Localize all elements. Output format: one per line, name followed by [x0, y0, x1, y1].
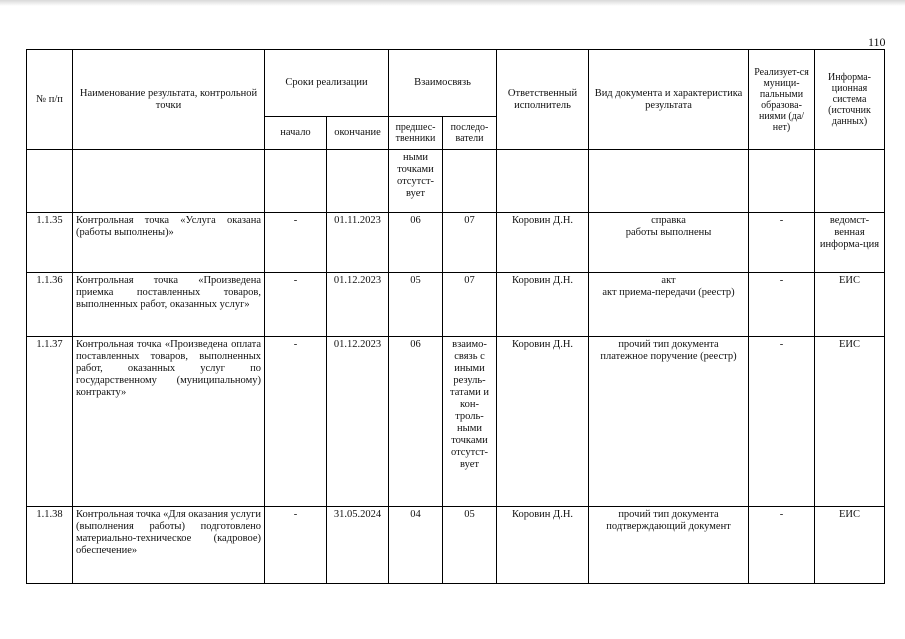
row-predecessors: 04 [389, 507, 443, 584]
row-info-system: ведомст-венная информа-ция [815, 213, 885, 273]
row-end: 31.05.2024 [327, 507, 389, 584]
row-name: Контрольная точка «Услуга оказана (работы выполнены)» [73, 213, 265, 273]
row-responsible: Коровин Д.Н. [497, 337, 589, 507]
row-num: 1.1.38 [27, 507, 73, 584]
row-document: прочий тип документа подтверждающий документ [589, 507, 749, 584]
row-municipal: - [749, 273, 815, 337]
control-points-table [26, 49, 885, 584]
continuation-row [27, 150, 885, 213]
row-predecessors: 06 [389, 337, 443, 507]
header-end: окончание [327, 117, 389, 150]
table-row [27, 507, 885, 584]
header-predecessors: предшес-твенники [389, 117, 443, 150]
header-period: Сроки реализации [265, 50, 389, 117]
row-responsible: Коровин Д.Н. [497, 507, 589, 584]
row-successors: взаимо-связь с иными резуль-татами и кон-троль-ными точками отсутст-вует [443, 337, 497, 507]
table-row [27, 213, 885, 273]
header-successors: последо-ватели [443, 117, 497, 150]
table-row [27, 337, 885, 507]
row-responsible: Коровин Д.Н. [497, 213, 589, 273]
continuation-text: ными точками отсутст-вует [389, 150, 443, 213]
row-document: справка работы выполнены [589, 213, 749, 273]
row-start: - [265, 273, 327, 337]
row-responsible: Коровин Д.Н. [497, 273, 589, 337]
header-num: № п/п [27, 50, 73, 150]
row-info-system: ЕИС [815, 273, 885, 337]
row-predecessors: 05 [389, 273, 443, 337]
header-relation: Взаимосвязь [389, 50, 497, 117]
row-document: прочий тип документа платежное поручение (реестр) [589, 337, 749, 507]
row-successors: 05 [443, 507, 497, 584]
row-name: Контрольная точка «Для оказания услуги (выполнения работы) подготовлено материально-техническое (кадровое) обеспечение» [73, 507, 265, 584]
page-number: 110 [868, 35, 886, 49]
row-successors: 07 [443, 273, 497, 337]
header-municipal: Реализует-ся муници-пальными образова-ниями (да/нет) [749, 50, 815, 150]
row-municipal: - [749, 213, 815, 273]
row-info-system: ЕИС [815, 337, 885, 507]
table-row [27, 273, 885, 337]
row-end: 01.11.2023 [327, 213, 389, 273]
row-num: 1.1.35 [27, 213, 73, 273]
row-info-system: ЕИС [815, 507, 885, 584]
row-municipal: - [749, 507, 815, 584]
row-start: - [265, 337, 327, 507]
header-start: начало [265, 117, 327, 150]
row-successors: 07 [443, 213, 497, 273]
row-predecessors: 06 [389, 213, 443, 273]
row-name: Контрольная точка «Произведена оплата поставленных товаров, выполненных работ, оказанных услуг по государственному (муниципальному) контракту» [73, 337, 265, 507]
row-start: - [265, 507, 327, 584]
header-document: Вид документа и характеристика результата [589, 50, 749, 150]
scan-top-edge [0, 0, 905, 6]
header-row-1 [27, 50, 885, 117]
row-num: 1.1.37 [27, 337, 73, 507]
row-end: 01.12.2023 [327, 337, 389, 507]
row-start: - [265, 213, 327, 273]
header-info-system: Информа-ционная система (источник данных) [815, 50, 885, 150]
row-document: акт акт приема-передачи (реестр) [589, 273, 749, 337]
header-name: Наименование результата, контрольной точки [73, 50, 265, 150]
header-responsible: Ответственный исполнитель [497, 50, 589, 150]
row-name: Контрольная точка «Произведена приемка поставленных товаров, выполненных работ, оказанных услуг» [73, 273, 265, 337]
row-num: 1.1.36 [27, 273, 73, 337]
row-end: 01.12.2023 [327, 273, 389, 337]
row-municipal: - [749, 337, 815, 507]
